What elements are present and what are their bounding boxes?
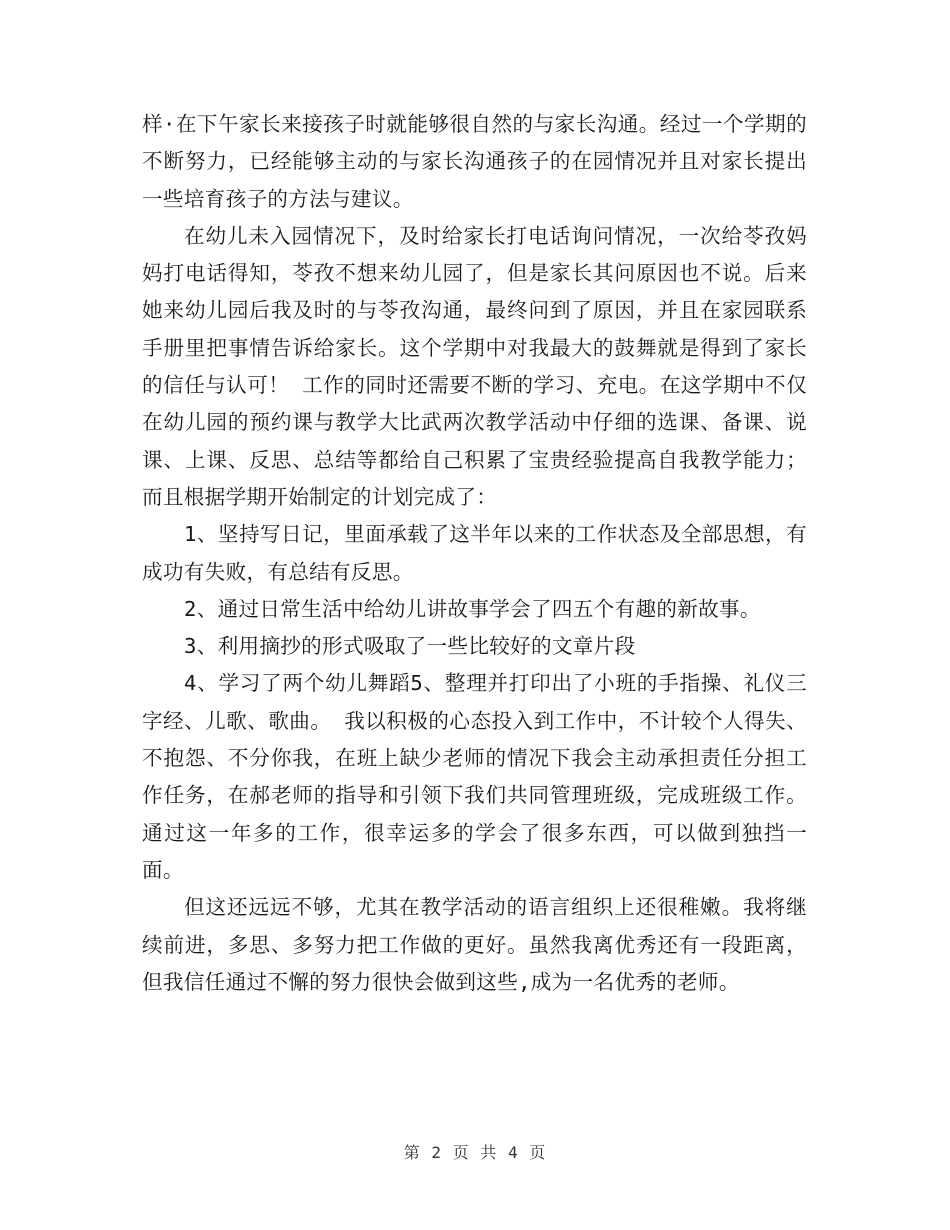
document-body bbox=[142, 106, 807, 1001]
paragraph-parent-communication: 在幼儿未入园情况下，及时给家长打电话询问情况，一次给苓孜妈妈打电话得知，苓孜不想来幼儿园了，但是家长其问原因也不说。后来她来幼儿园后我及时的与苓孜沟通，最终问到了原因，并且在家园联系手册里把事情告诉给家长。这个学期中对我最大的鼓舞就是得到了家长的信任与认可！ 工作的同时还需要不断的学习、充电。在这学期中不仅在幼儿园的预约课与教学大比武两次教学活动中仔细的选课、备课、说课、上课、反思、总结等都给自己积累了宝贵经验提高自我教学能力；而且根据学期开始制定的计划完成了： bbox=[142, 223, 807, 509]
page-number-footer: 第 2 页 共 4 页 bbox=[403, 1143, 547, 1162]
list-item-dance: 4、学习了两个幼儿舞蹈5、整理并打印出了小班的手指操、礼仪三字经、儿歌、歌曲。 我以积极的心态投入到工作中，不计较个人得失、不抱怨、不分你我，在班上缺少老师的情况下我会主动承担责任分担工作任务，在郝老师的指导和引领下我们共同管理班级，完成班级工作。 通过这一年多的工作，很幸运多的学会了很多东西，可以做到独挡一面。 bbox=[142, 671, 807, 882]
list-item-excerpts: 3、利用摘抄的形式吸取了一些比较好的文章片段 bbox=[184, 634, 636, 659]
paragraph-continuation: 样·在下午家长来接孩子时就能够很自然的与家长沟通。经过一个学期的不断努力，已经能够主动的与家长沟通孩子的在园情况并且对家长提出一些培育孩子的方法与建议。 bbox=[142, 112, 807, 211]
list-item-stories: 2、通过日常生活中给幼儿讲故事学会了四五个有趣的新故事。 bbox=[184, 596, 761, 621]
paragraph-conclusion: 但这还远远不够，尤其在教学活动的语言组织上还很稚嫩。我将继续前进，多思、多努力把工作做的更好。虽然我离优秀还有一段距离，但我信任通过不懈的努力很快会做到这些,成为一名优秀的老师。 bbox=[142, 895, 807, 994]
list-item-diary: 1、坚持写日记，里面承载了这半年以来的工作状态及全部思想，有成功有失败，有总结有反思。 bbox=[142, 522, 807, 584]
